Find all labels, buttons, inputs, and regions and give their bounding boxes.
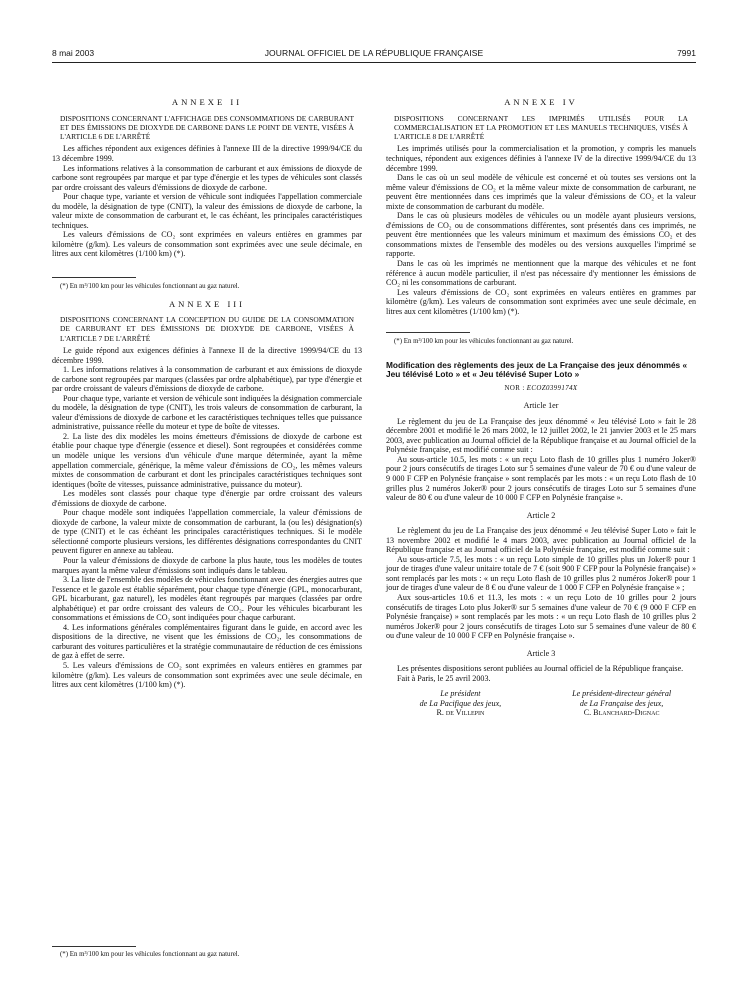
annexe-2-footnote: (*) En m³/100 km pour les véhicules fonctionnant au gaz naturel. bbox=[60, 283, 240, 290]
annexe-4-title: ANNEXE IV bbox=[504, 97, 578, 107]
paragraph: Au sous-article 7.5, les mots : « un reçu Loto simple de 10 grilles plus un Joker® pour 1 jour de tirages d'une valeur unitaire totale de 7 € (soit 900 F CFP pour la Polynésie française) » sont remplacés par les mots : « un reçu Loto flash de 10 grilles plus 2 numéros Joker® pour 1 jour de tirages d'une valeur de 8 € ou d'une valeur de 1 000 F CFP en Polynésie française » ; bbox=[386, 554, 696, 593]
signatory-organization: de La Française des jeux, bbox=[579, 698, 664, 708]
signature-right bbox=[547, 689, 696, 718]
annexe-3-dispositions: DISPOSITIONS CONCERNANT LA CONCEPTION DU GUIDE DE LA CONSOMMATION DE CARBURANT ET DES ÉMISSIONS DE DIOXYDE DE CARBONE, VISÉES À L'ARTICLE 7 DE L'ARRÊTÉ bbox=[60, 315, 354, 343]
paragraph: Pour chaque type, variante et version de véhicule sont indiquées la désignation commerciale du modèle, la désignation de type (CNIT), les trois valeurs de consommation de carburant, la valeur d'émissions de dioxyde de carbone et les caractéristiques techniques telles que puissance administrative, puissance réelle du moteur et type de boîte de vitesses. bbox=[52, 393, 362, 432]
header-rule bbox=[52, 62, 696, 63]
article-1-heading: Article 1er bbox=[523, 401, 559, 411]
paragraph: 4. Les informations générales complémentaires figurant dans le guide, en accord avec les dispositions de la directive, ne visent que les émissions de CO₂, les consommations de carburant des voitures particulières et la stratégie communautaire de réduction de ces émissions de gaz à effet de serre. bbox=[52, 622, 362, 661]
paragraph: Les modèles sont classés pour chaque type d'énergie par ordre croissant des valeurs d'émissions de dioxyde de carbone. bbox=[52, 489, 362, 508]
left-column bbox=[52, 72, 362, 690]
annexe-3-footnote: (*) En m³/100 km pour les véhicules fonctionnant au gaz naturel. bbox=[60, 951, 240, 958]
paragraph: Pour la valeur d'émissions de dioxyde de carbone la plus haute, tous les modèles de toutes marques ayant la même valeur d'émissions sont indiqués dans le tableau. bbox=[52, 556, 362, 575]
annexe-4-footnote: (*) En m³/100 km pour les véhicules fonctionnant au gaz naturel. bbox=[394, 338, 574, 346]
signatory-name: R. de Villepin bbox=[436, 708, 485, 718]
paragraph: Le guide répond aux exigences définies à l'annexe II de la directive 1999/94/CE du 13 décembre 1999. bbox=[52, 345, 362, 365]
annexe-3-title: ANNEXE III bbox=[168, 298, 246, 309]
signatures bbox=[386, 689, 696, 718]
nor-label: NOR : bbox=[504, 384, 525, 392]
article-3-heading: Article 3 bbox=[526, 648, 556, 658]
signatory-role: Le président-directeur général bbox=[572, 689, 672, 699]
paragraph: Les affiches répondent aux exigences définies à l'annexe III de la directive 1999/94/CE du 13 décembre 1999. bbox=[52, 144, 362, 163]
paragraph: Aux sous-articles 10.6 et 11.3, les mots : « un reçu Loto de 10 grilles pour 2 jours consécutifs de tirages Loto plus Joker® sur 5 semaines d'une valeur de 70 € (9 000 F CFP en Polynésie française) » sont remplacés par les mots : « un reçu Loto flash de 10 grilles plus 2 numéros Joker® pour 2 jours consécutifs de tirages Loto sur 5 semaines d'une valeur de 80 € ou d'une valeur de 10 000 F CFP en Polynésie française ». bbox=[386, 593, 696, 641]
footnote-rule bbox=[386, 332, 470, 333]
annexe-2-body bbox=[52, 144, 362, 259]
nor-reference bbox=[386, 384, 696, 394]
paragraph: Le règlement du jeu de La Française des jeux dénommé « Jeu télévisé Loto » fait le 28 décembre 2001 et modifié le 26 mars 2002, le 12 juillet 2002, le 21 janvier 2003 et le 25 mars 2003, avec publication au Journal officiel de la République française et au Journal officiel de la Polynésie française, est modifié comme suit : bbox=[386, 416, 696, 455]
right-column bbox=[386, 72, 696, 718]
paragraph: Les valeurs d'émissions de CO₂ sont exprimées en valeurs entières en grammes par kilomètre (g/km). Les valeurs de consommation sont exprimées avec une seule décimale, en litres aux cent kilomètres (1/100 km) (*). bbox=[386, 287, 696, 316]
annexe-3-footnote-block bbox=[52, 946, 362, 959]
paragraph: Le règlement du jeu de La Française des jeux dénommé « Jeu télévisé Super Loto » fait le 13 novembre 2002 et modifié le 4 mars 2003, avec publication au Journal officiel de la République française et au Journal officiel de la Polynésie française, est modifié comme suit : bbox=[386, 526, 696, 555]
annexe-4-body bbox=[386, 144, 696, 316]
page-header bbox=[52, 48, 696, 62]
paragraph: Dans le cas où les imprimés ne mentionnent que la marque des véhicules et ne font référence à aucun modèle particulier, il n'est pas nécessaire d'y mentionner les émissions de CO₂ ni les consommations de carburant. bbox=[386, 259, 696, 288]
paragraph: Dans le cas où un seul modèle de véhicule est concerné et où toutes ses versions ont la même valeur d'émissions de CO₂ et la même valeur mixte de consommation de carburant, ne peuvent être mentionnées dans ces imprimés que la valeur d'émissions de CO₂ et la valeur mixte de consommation de carburant du modèle. bbox=[386, 173, 696, 211]
paragraph: 1. Les informations relatives à la consommation de carburant et aux émissions de dioxyde de carbone sont regroupées par marques (classées par ordre alphabétique), par type d'énergie et par ordre croissant de valeurs d'émissions de dioxyde de carbone. bbox=[52, 365, 362, 394]
modification-title: Modification des règlements des jeux de La Française des jeux dénommés « Jeu télévisé Loto » et « Jeu télévisé Super Loto » bbox=[386, 359, 688, 380]
paragraph: 5. Les valeurs d'émissions de CO₂ sont exprimées en valeurs entières en grammes par kilomètre (g/km). Les valeurs de consommation sont exprimées avec une seule décimale, en litres aux cent kilomètres (1/100 km) (*). bbox=[52, 661, 362, 690]
paragraph: Les présentes dispositions seront publiées au Journal officiel de la République française. bbox=[397, 664, 684, 674]
annexe-3-body bbox=[52, 346, 362, 690]
signatory-name: C. Blanchard-Dignac bbox=[583, 708, 660, 718]
paragraph: Au sous-article 10.5, les mots : « un reçu Loto flash de 10 grilles plus 1 numéro Joker® pour 2 jours consécutifs de tirages Loto sur 5 semaines d'une valeur de 70 € ou d'une valeur de 9 000 F CFP en Polynésie française » sont remplacés par les mots : « un reçu Loto flash de 10 grilles plus 2 numéros Joker® pour 2 jours consécutifs de tirages Loto sur 5 semaines d'une valeur de 80 € ou d'une valeur de 10 000 F CFP en Polynésie française ». bbox=[386, 454, 696, 503]
header-journal-title: JOURNAL OFFICIEL DE LA RÉPUBLIQUE FRANÇAISE bbox=[264, 48, 484, 58]
paragraph: Les imprimés utilisés pour la commercialisation et la promotion, y compris les manuels techniques, répondent aux exigences définies à l'annexe IV de la directive 1999/94/CE du 13 décembre 1999. bbox=[386, 144, 696, 173]
paragraph: Les informations relatives à la consommation de carburant et aux émissions de dioxyde de carbone sont regroupées par marque et par type d'énergie et les types de véhicules sont classés par ordre croissant des valeurs d'émissions de dioxyde de carbone. bbox=[52, 163, 362, 192]
article-2-heading: Article 2 bbox=[526, 510, 556, 520]
paragraph: Les valeurs d'émissions de CO₂ sont exprimées en valeurs entières en grammes par kilomètre (g/km). Les valeurs de consommation sont exprimées avec une seule décimale, en litres aux cent kilomètres (1/100 km) (*). bbox=[52, 230, 362, 259]
paragraph: Pour chaque type, variante et version de véhicule sont indiquées l'appellation commerciale du modèle, la désignation de type (CNIT), la valeur des émissions de dioxyde de carbone, la valeur mixte de consommation de carburant et, le cas échéant, les principales caractéristiques techniques. bbox=[52, 192, 362, 230]
annexe-4-dispositions: DISPOSITIONS CONCERNANT LES IMPRIMÉS UTILISÉS POUR LA COMMERCIALISATION ET LA PROMOTION ET LES MANUELS TECHNIQUES, VISÉS À L'ARTICLE 8 DE L'ARRÊTÉ bbox=[394, 113, 688, 142]
paragraph: 2. La liste des dix modèles les moins émetteurs d'émissions de dioxyde de carbone est établie pour chaque type d'énergie (essence et diesel). Sont regroupées et considérées comme un modèle unique les versions d'un véhicule d'une marque déterminée, ayant la même appellation commerciale, générique, la même valeur d'émissions de CO₂, les mêmes valeurs mixtes de consommation de carburant et dont les principales caractéristiques techniques sont identiques (boîte de vitesses, puissance administrative, puissance du moteur). bbox=[52, 431, 362, 489]
header-date: 8 mai 2003 bbox=[52, 48, 95, 58]
nor-code: ECOZ0399174X bbox=[526, 384, 578, 392]
signatory-role: Le président bbox=[440, 689, 481, 699]
paragraph: Pour chaque modèle sont indiquées l'appellation commerciale, la valeur d'émissions de dioxyde de carbone, la valeur mixte de consommation de carburant, la (ou les) désignation(s) de type (CNIT) et le cas échéant les principales caractéristiques techniques. Si le modèle sélectionné comporte plusieurs versions, les différentes désignations correspondantes du CNIT peuvent figurer en annexe au tableau. bbox=[52, 508, 362, 556]
signatory-organization: de La Pacifique des jeux, bbox=[419, 698, 502, 708]
footnote-rule bbox=[52, 277, 136, 278]
paragraph: Dans le cas où plusieurs modèles de véhicules ou un modèle ayant plusieurs versions, d'émissions de CO₂ ou de consommations différentes, sont présentés dans ces imprimés, ne peuvent être mentionnées que les valeurs minimum et maximum des émissions CO₂ et des consommations mixtes de l'ensemble des modèles ou des versions auxquelles l'imprimé se rapporte. bbox=[386, 211, 696, 259]
signature-left bbox=[386, 689, 535, 718]
annexe-2-title: ANNEXE II bbox=[171, 97, 243, 107]
footnote-rule bbox=[52, 946, 136, 947]
annexe-2-dispositions: DISPOSITIONS CONCERNANT L'AFFICHAGE DES CONSOMMATIONS DE CARBURANT ET DES ÉMISSIONS DE DIOXYDE DE CARBONE DANS LE POINT DE VENTE, VISÉES À L'ARTICLE 6 DE L'ARRÊTÉ bbox=[60, 113, 354, 142]
signing-place-date: Fait à Paris, le 25 avril 2003. bbox=[397, 673, 491, 683]
paragraph: 3. La liste de l'ensemble des modèles de véhicules fonctionnant avec des énergies autres que l'essence et le gazole est établie séparément, pour chaque type d'énergie (GPL, monocarburant, GPL bicarburant, gaz naturel), les modèles étant regroupés par marques (classées par ordre alphabétique) et par ordre croissant des valeurs de CO₂. Pour les véhicules bicarburant les consommations et émissions de CO₂ sont indiquées pour chaque carburant. bbox=[52, 575, 362, 623]
header-page-number: 7991 bbox=[677, 48, 696, 58]
